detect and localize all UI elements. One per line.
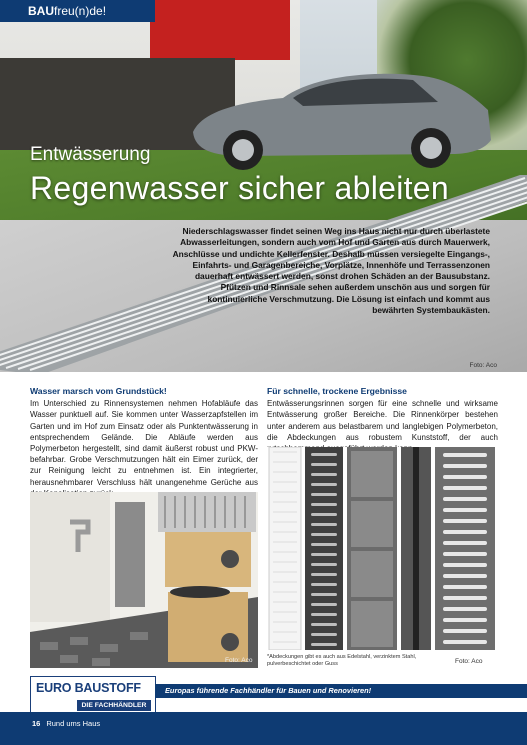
logo-line2: DIE FACHHÄNDLER xyxy=(77,700,151,711)
page-footer-bar xyxy=(0,712,527,745)
euro-baustoff-logo xyxy=(30,676,156,716)
right-column-heading: Für schnelle, trockene Ergebnisse xyxy=(267,386,407,396)
right-column xyxy=(267,386,498,454)
left-column-body: Im Unterschied zu Rinnensystemen nehmen Hofabläufe das Wasser punktuell auf. Sie kommen unter Wasserzapfstellen im Garten und im Hof zum Einsatz oder als Punktentwässerung in entsprechendem Gelände. Die Abläufe werden aus Polymerbeton hergestellt, sind damit äußerst robust und PKW-befahrbar. Grobe Verschmutzungen hält ein Eimer zurück, der zur Reinigung leicht zu entnehmen ist. Ein integrierter, herausnehmbarer Verschluss hält unangenehme Gerüche aus xyxy=(30,399,258,487)
logo-line1: EURO BAUSTOFF xyxy=(36,681,141,695)
yard-drain-photo xyxy=(30,492,258,668)
page-headline: Regenwasser sicher ableiten xyxy=(30,170,449,206)
page-number: 16 xyxy=(32,719,41,728)
grate-covers-photo xyxy=(267,447,498,650)
section-kicker: Entwässerung xyxy=(30,144,151,165)
right-column-body: Entwässerungsrinnen sorgen für eine schnelle und wirksame Entwässerung großer Bereiche. Die Rinnenkörper bestehen unter anderem aus belastbarem und langlebigen Polymerbeton, die Abdeckungen aus robustem Kunststoff, der auch xyxy=(267,399,498,442)
left-column-heading: Wasser marsch vom Grundstück! xyxy=(30,386,167,396)
car-image xyxy=(183,62,493,172)
intro-text: Niederschlagswasser findet seinen Weg ins Haus nicht nur durch überlastete Abwasserleitungen, sondern auch vom Hof und Garten aus durch Mauerwerk, Anschlüsse und undichte Kellerfenster. Deshalb müssen versiegelte Eingangs-, Einfahrts- und Garagenbereiche, Vorplätze, Innenhöfe und Terrassenzonen dauerhaft entwässert werden, sonst drohen Schäden an der Bausubstanz. Pfützen und Rinnsale sehen außerdem unschön aus und sorgen für kontinuierliche Verschmutzung. Die Lösung ist einfach und kommt aus bewährten Systembaukästen. xyxy=(172,226,490,316)
house-red-wall xyxy=(150,0,290,60)
page-footer xyxy=(32,719,100,728)
covers-footnote: *Abdeckungen gibt es auch aus Edelstahl, verzinktem Stahl, pulverbeschichtet oder Guss xyxy=(267,654,417,667)
grate-covers-photo-credit: Foto: Aco xyxy=(455,658,483,665)
section-name: Rund ums Haus xyxy=(46,719,101,728)
magazine-brand: BAUfreu(n)de! xyxy=(0,0,155,22)
hero-photo-credit: Foto: Aco xyxy=(469,362,497,369)
yard-drain-photo-credit: Foto: Aco xyxy=(225,657,253,664)
slogan-bar: Europas führende Fachhändler für Bauen und Renovieren! xyxy=(155,684,527,698)
yard-drain-illustration xyxy=(30,492,258,668)
grate-covers-illustration xyxy=(267,447,498,650)
left-column xyxy=(30,386,258,499)
